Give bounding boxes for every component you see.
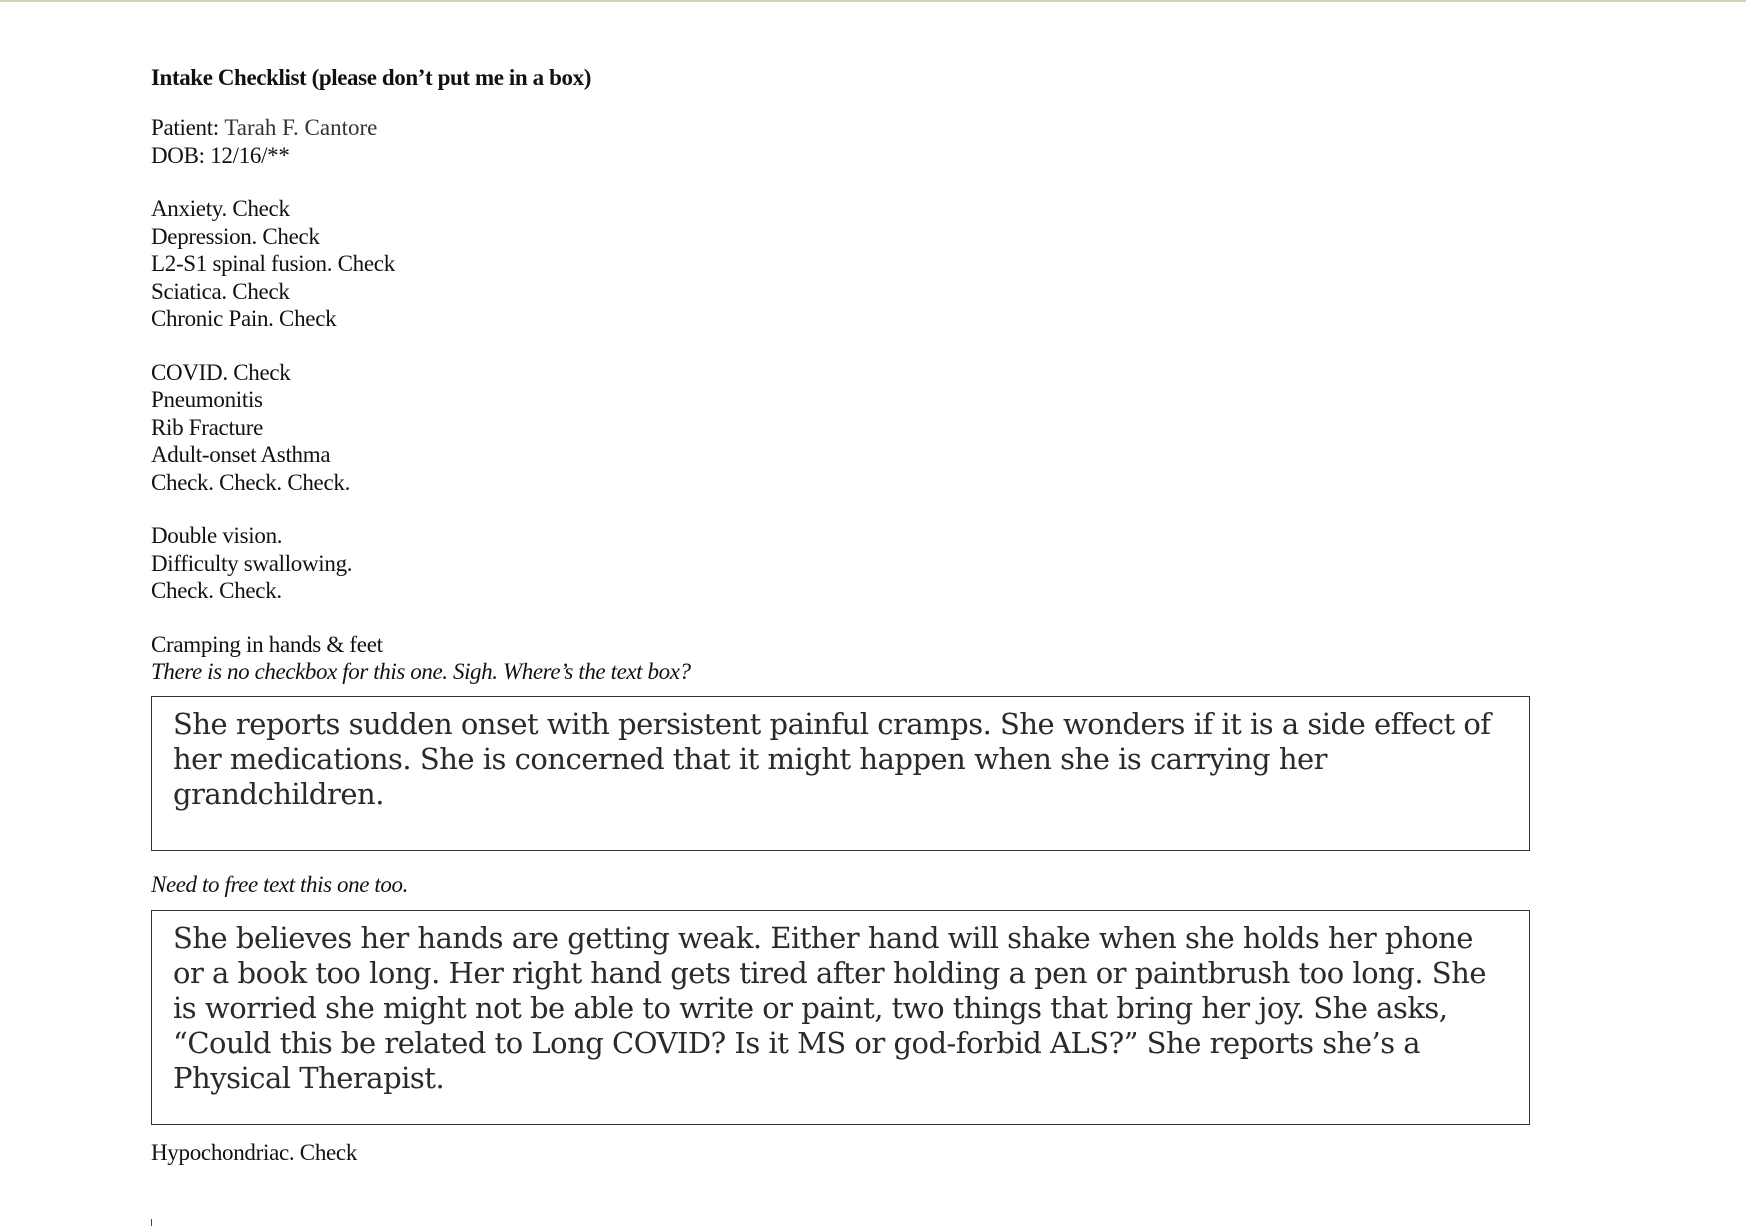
- italic-note: There is no checkbox for this one. Sigh. Where’s the text box?: [151, 659, 691, 684]
- checklist-item: Check. Check. Check.: [151, 469, 351, 495]
- checklist-item: Adult-onset Asthma: [151, 442, 331, 467]
- checklist-item: Double vision.: [151, 523, 283, 548]
- document-page: [151, 64, 1551, 1167]
- patient-line: [151, 114, 1551, 142]
- patient-name: Tarah F. Cantore: [224, 115, 378, 140]
- checklist-item: Rib Fracture: [151, 414, 264, 440]
- checklist-item: COVID. Check: [151, 359, 291, 385]
- patient-label: Patient:: [151, 115, 225, 140]
- checklist-item: Chronic Pain. Check: [151, 306, 337, 331]
- checklist-item: Pneumonitis: [151, 387, 263, 412]
- checklist-item: Depression. Check: [151, 223, 320, 249]
- patient-info: [151, 114, 1551, 169]
- checklist-group-4: [151, 631, 1551, 687]
- final-checklist-item: Hypochondriac. Check: [151, 1140, 358, 1165]
- dob-line: DOB: 12/16/**: [151, 142, 290, 168]
- checklist-item: Check. Check.: [151, 578, 282, 603]
- free-text-box-weakness[interactable]: She believes her hands are getting weak. Either hand will shake when she holds her phone or a book too long. Her right hand gets tired after holding a pen or paintbrush too long. She is worried she might not be able to write or paint, two things that bring her joy. She asks, “Could this be related to Long COVID? Is it MS or god-forbid ALS?” She reports she’s a Physical Therapist.: [151, 910, 1530, 1125]
- text-cursor: [151, 1219, 152, 1226]
- top-rule: [0, 0, 1746, 2]
- checklist-item: L2-S1 spinal fusion. Check: [151, 251, 395, 276]
- checklist-item: Anxiety. Check: [151, 196, 290, 221]
- document-title: Intake Checklist (please don’t put me in a box): [151, 65, 591, 90]
- italic-note: Need to free text this one too.: [151, 872, 408, 897]
- checklist-group-1: [151, 195, 1551, 333]
- checklist-item: Difficulty swallowing.: [151, 550, 353, 576]
- checklist-group-2: [151, 359, 1551, 497]
- checklist-item: Cramping in hands & feet: [151, 631, 383, 657]
- checklist-group-3: [151, 522, 1551, 605]
- free-text-box-cramping[interactable]: She reports sudden onset with persistent painful cramps. She wonders if it is a side effect of her medications. She is concerned that it might happen when she is carrying her grandchildren.: [151, 696, 1530, 851]
- checklist-item: Sciatica. Check: [151, 278, 290, 304]
